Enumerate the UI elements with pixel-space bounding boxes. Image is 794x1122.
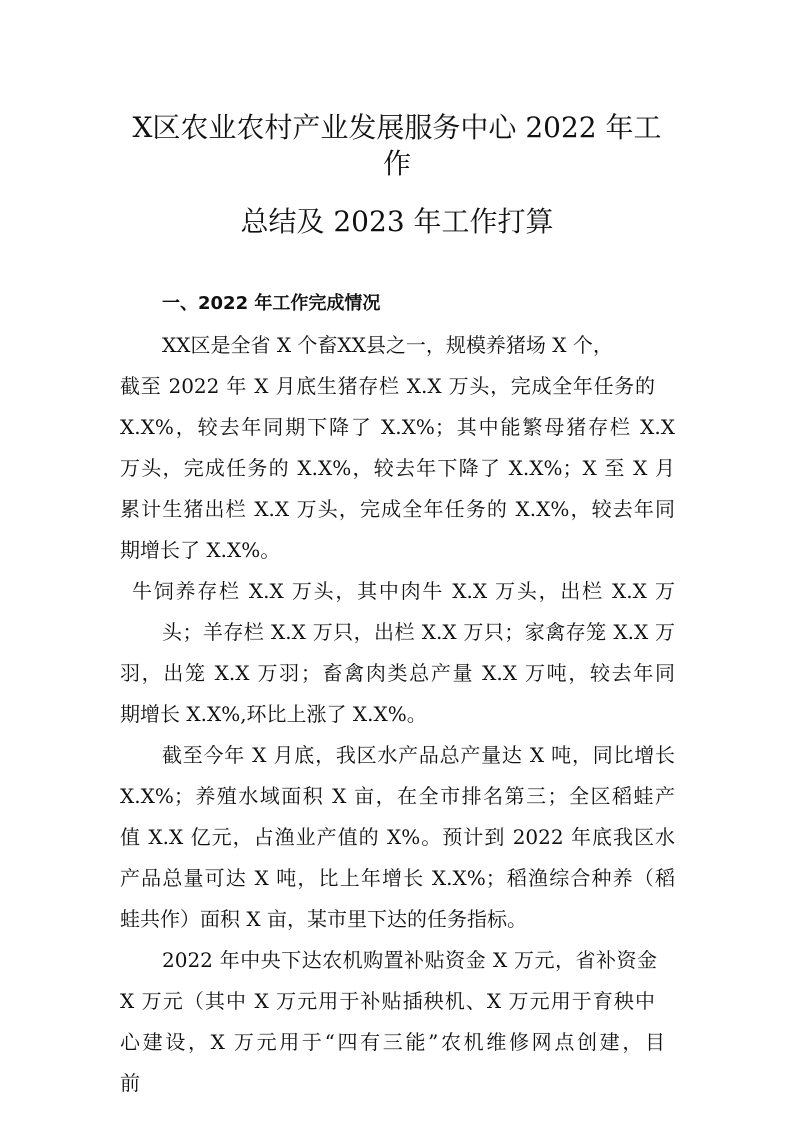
document-title-line-3: 总结及 2023 年工作打算 — [240, 205, 554, 238]
document-title-line-1: X区农业农村产业发展服务中心 2022 年工 — [132, 111, 662, 144]
section-heading: 一、2022 年工作完成情况 — [162, 293, 381, 314]
paragraph-2-line-2: 头；羊存栏 X.X 万只，出栏 X.X 万只；家禽存笼 X.X 万 — [162, 620, 675, 644]
paragraph-2-line-4: 期增长 X.X%,环比上涨了 X.X%。 — [120, 702, 427, 726]
paragraph-1-line-6: 期增长了 X.X%。 — [120, 538, 281, 562]
paragraph-3-line-1: 截至今年 X 月底，我区水产品总产量达 X 吨，同比增长 — [162, 743, 675, 767]
paragraph-2-line-3: 羽，出笼 X.X 万羽；畜禽肉类总产量 X.X 万吨，较去年同 — [120, 661, 675, 685]
paragraph-4-line-2: X 万元（其中 X 万元用于补贴插秧机、X 万元用于育秧中 — [120, 989, 655, 1013]
paragraph-2-line-1: 牛饲养存栏 X.X 万头，其中肉牛 X.X 万头，出栏 X.X 万 — [132, 579, 675, 603]
paragraph-4-line-1: 2022 年中央下达农机购置补贴资金 X 万元，省补资金 — [162, 948, 657, 972]
document-title-line-2: 作 — [382, 147, 411, 180]
paragraph-3-line-3: 值 X.X 亿元，占渔业产值的 X%。预计到 2022 年底我区水 — [120, 825, 675, 849]
paragraph-3-line-2: X.X%；养殖水域面积 X 亩，在全市排名第三；全区稻蛙产 — [120, 784, 675, 808]
paragraph-1-line-2: 截至 2022 年 X 月底生猪存栏 X.X 万头，完成全年任务的 — [120, 374, 655, 398]
paragraph-1-line-5: 累计生猪出栏 X.X 万头，完成全年任务的 X.X%，较去年同 — [120, 497, 675, 521]
paragraph-4-line-4: 前 — [120, 1071, 140, 1095]
paragraph-3-line-4: 产品总量可达 X 吨，比上年增长 X.X%；稻渔综合种养（稻 — [120, 866, 675, 890]
paragraph-1-line-1: XX区是全省 X 个畜XX县之一，规模养猪场 X 个， — [162, 333, 613, 357]
paragraph-3-line-5: 蛙共作）面积 X 亩，某市里下达的任务指标。 — [120, 907, 527, 931]
paragraph-4-line-3: 心建设，X 万元用于“四有三能”农机维修网点创建，目 — [120, 1030, 665, 1054]
paragraph-1-line-4: 万头，完成任务的 X.X%，较去年下降了 X.X%；X 至 X 月 — [120, 456, 675, 480]
paragraph-1-line-3: X.X%，较去年同期下降了 X.X%；其中能繁母猪存栏 X.X — [120, 415, 675, 439]
